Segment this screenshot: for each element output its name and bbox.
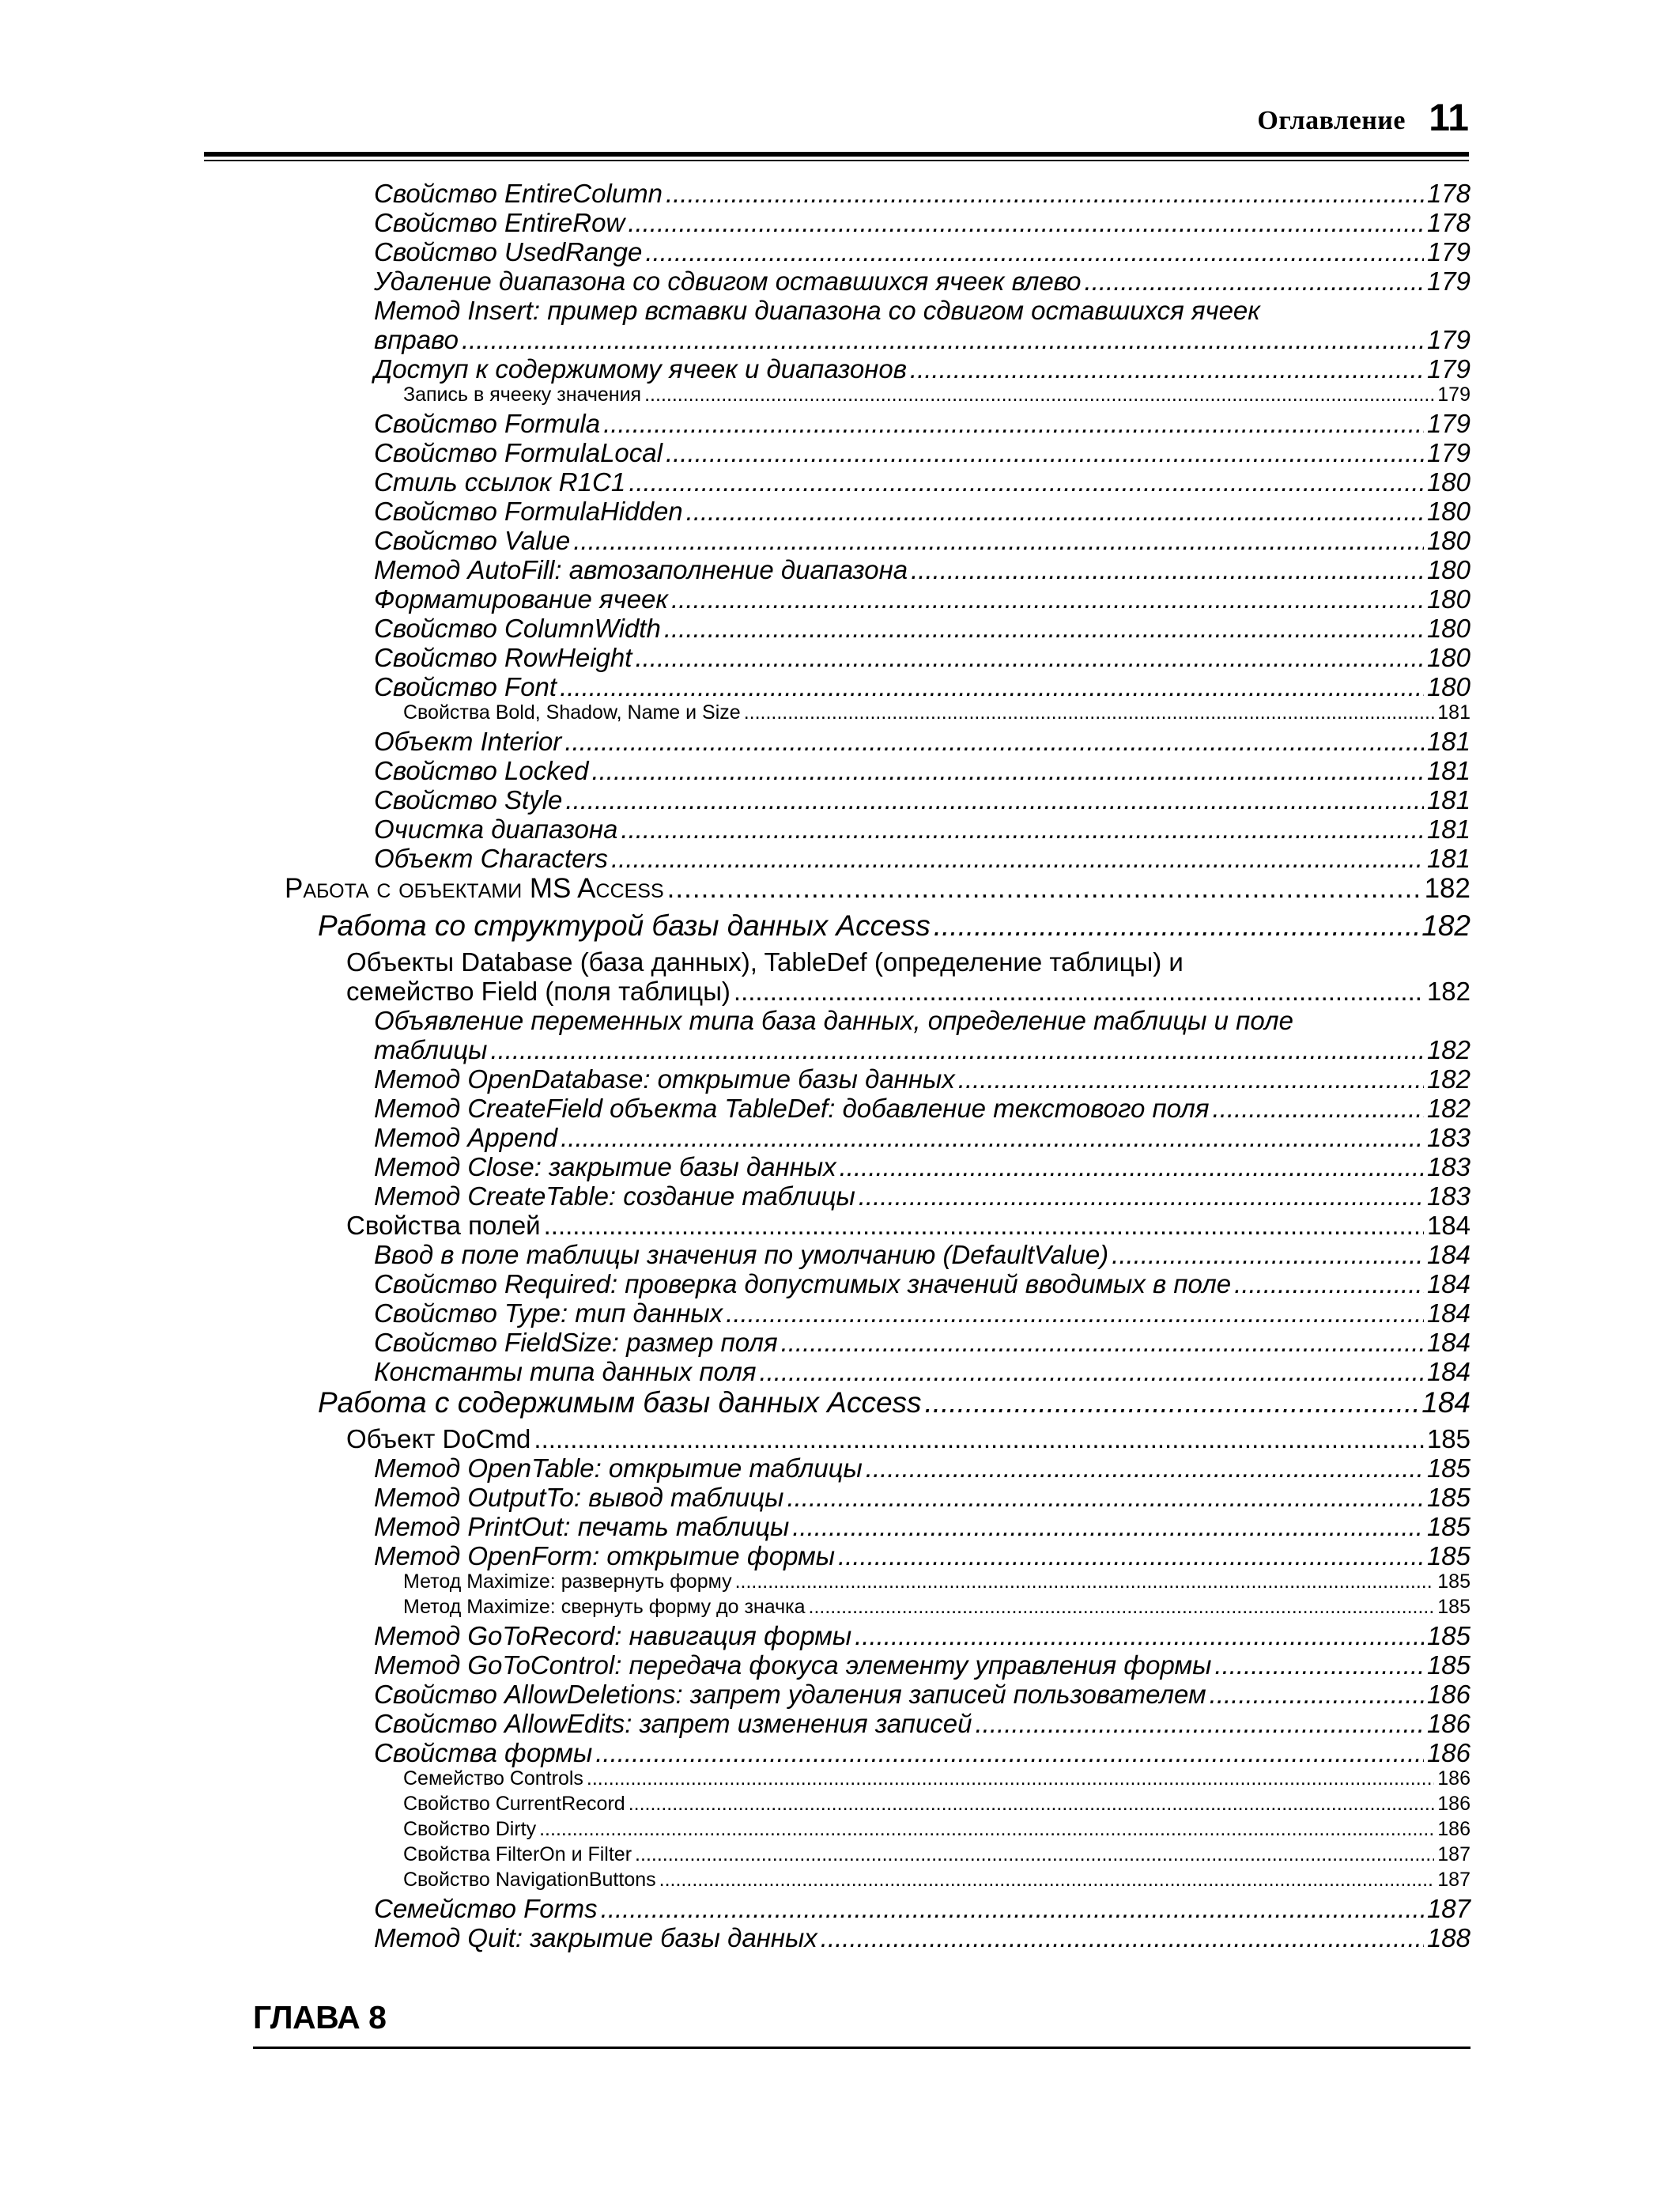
toc-entry-page: 185 <box>1426 1512 1470 1541</box>
dot-leader <box>1112 1242 1424 1268</box>
toc-entry-page: 179 <box>1426 354 1470 384</box>
toc-entry-page: 184 <box>1426 1298 1470 1328</box>
toc-entry-page: 185 <box>1437 1596 1470 1618</box>
toc-entry <box>374 816 1470 845</box>
dot-leader <box>838 1543 1424 1569</box>
dot-leader <box>595 1740 1424 1766</box>
toc-subsection-page: 184 <box>1421 1386 1470 1419</box>
toc-entry-title: Метод GoToControl: передача фокуса элементу управления формы <box>374 1650 1212 1680</box>
toc-entry-page: 185 <box>1426 1453 1470 1483</box>
toc-entry-page: 178 <box>1426 208 1470 237</box>
toc-section-page: 182 <box>1424 873 1470 904</box>
toc-entry-title: Свойство EntireColumn <box>374 179 663 208</box>
toc-entry-title: Объект Characters <box>374 844 608 873</box>
toc-entry-title: Свойство FormulaLocal <box>374 438 663 467</box>
toc-entry-title: Метод OutputTo: вывод таблицы <box>374 1483 784 1512</box>
toc-entry-title: Метод OpenDatabase: открытие базы данных <box>374 1064 955 1094</box>
toc-entry-page: 180 <box>1426 555 1470 584</box>
toc-entry-wrapped-line1: Метод Insert: пример вставки диапазона со сдвигом оставшихся ячеек <box>374 296 1260 325</box>
toc-entry <box>374 787 1470 816</box>
toc-entry-page: 186 <box>1426 1709 1470 1738</box>
toc-entry <box>374 239 1470 268</box>
dot-leader <box>866 1455 1424 1481</box>
toc-entry-page: 179 <box>1426 237 1470 266</box>
toc-entry <box>403 1794 1470 1820</box>
toc-entry-page: 186 <box>1437 1793 1470 1815</box>
dot-leader <box>840 1154 1424 1180</box>
toc-entry <box>374 180 1470 210</box>
toc-entry-page: 184 <box>1426 1240 1470 1269</box>
dot-leader <box>629 1794 1435 1814</box>
toc-section <box>285 875 1470 911</box>
toc-entry-page: 179 <box>1437 384 1470 406</box>
chapter-heading: ГЛАВА 8 <box>253 1999 387 2035</box>
toc-entry-title: Свойство Type: тип данных <box>374 1298 723 1328</box>
toc-entry-title: Метод GoToRecord: навигация формы <box>374 1621 852 1650</box>
toc-entry <box>374 1271 1470 1300</box>
toc-entry-title: Константы типа данных поля <box>374 1357 757 1386</box>
toc-entry <box>374 1183 1470 1212</box>
dot-leader <box>666 440 1424 466</box>
toc-entry-title: Свойство AllowEdits: запрет изменения записей <box>374 1709 972 1738</box>
toc-entry-page: 180 <box>1426 497 1470 526</box>
toc-entry-title: Ввод в поле таблицы значения по умолчанию (DefaultValue) <box>374 1240 1109 1269</box>
toc-entry-title: Метод PrintOut: печать таблицы <box>374 1512 790 1541</box>
toc-entry-page: 178 <box>1426 179 1470 208</box>
dot-leader <box>591 758 1423 784</box>
toc-entry-title: Свойство FieldSize: размер поля <box>374 1328 778 1357</box>
dot-leader <box>734 978 1424 1004</box>
dot-leader <box>1210 1681 1424 1707</box>
header-rule-thin <box>204 160 1469 161</box>
toc-entry <box>374 410 1470 440</box>
toc-entry-page: 183 <box>1426 1123 1470 1152</box>
toc-section-title: Работа с объектами MS Access <box>285 873 664 904</box>
dot-leader <box>587 1769 1434 1789</box>
dot-leader <box>644 385 1434 405</box>
toc-entry-page: 183 <box>1426 1181 1470 1211</box>
toc-entry-title: Метод CreateField объекта TableDef: добавление текстового поля <box>374 1094 1210 1123</box>
running-header <box>204 97 1469 158</box>
toc-entry <box>374 327 1470 356</box>
toc-entry-page: 185 <box>1426 1541 1470 1570</box>
toc-entry-title: Метод CreateTable: создание таблицы <box>374 1181 855 1211</box>
toc-entry-page: 183 <box>1426 1152 1470 1181</box>
dot-leader <box>671 586 1424 612</box>
toc-entry-page: 187 <box>1437 1869 1470 1891</box>
toc-entry <box>374 758 1470 787</box>
toc-entry-page: 181 <box>1426 844 1470 873</box>
toc-entry <box>374 1037 1470 1066</box>
toc-entry-title: Семейство Forms <box>374 1894 598 1923</box>
dot-leader <box>601 1895 1424 1922</box>
toc-entry-page: 180 <box>1426 526 1470 555</box>
dot-leader <box>859 1183 1424 1209</box>
toc-entry-page: 186 <box>1437 1818 1470 1840</box>
toc-entry-title: семейство Field (поля таблицы) <box>346 977 731 1006</box>
dot-leader <box>934 911 1419 940</box>
toc-entry <box>374 615 1470 644</box>
dot-leader <box>603 410 1424 437</box>
toc-entry <box>374 845 1470 875</box>
toc-entry-title: Свойство AllowDeletions: запрет удаления записей пользователем <box>374 1680 1206 1709</box>
dot-leader <box>628 210 1424 236</box>
toc-entry-title: таблицы <box>374 1035 488 1064</box>
toc-entry <box>374 728 1470 758</box>
dot-leader <box>925 1388 1419 1417</box>
toc-entry-title: Свойство ColumnWidth <box>374 614 661 643</box>
dot-leader <box>539 1820 1434 1839</box>
toc-entry <box>403 385 1470 410</box>
toc-entry <box>374 1095 1470 1124</box>
toc-entry <box>346 978 1470 1007</box>
toc-entry-title: Метод AutoFill: автозаполнение диапазона <box>374 555 908 584</box>
toc-entry-title: Свойство Dirty <box>403 1818 537 1840</box>
dot-leader <box>666 180 1424 206</box>
toc-entry <box>403 1845 1470 1870</box>
toc-entry-page: 188 <box>1426 1923 1470 1952</box>
dot-leader <box>490 1037 1424 1063</box>
toc-entry <box>374 1359 1470 1388</box>
toc-entry <box>374 644 1470 674</box>
toc-entry-title: Метод Maximize: свернуть форму до значка <box>403 1596 806 1618</box>
toc-entry <box>374 1484 1470 1514</box>
toc-entry <box>374 1543 1470 1572</box>
toc-entry-page: 182 <box>1426 1064 1470 1094</box>
toc-entry <box>374 1710 1470 1740</box>
toc-entry-page: 187 <box>1437 1843 1470 1865</box>
toc-entry-title: Свойства FilterOn и Filter <box>403 1843 632 1865</box>
toc-entry-title: Удаление диапазона со сдвигом оставшихся ячеек влево <box>374 266 1082 296</box>
dot-leader <box>544 1212 1424 1238</box>
header-page-number: 11 <box>1429 97 1469 139</box>
toc-entry-page: 179 <box>1426 325 1470 354</box>
toc-entry <box>374 1300 1470 1329</box>
toc-entry-title: Метод OpenTable: открытие таблицы <box>374 1453 863 1483</box>
dot-leader <box>787 1484 1424 1510</box>
toc-entry-page: 180 <box>1426 614 1470 643</box>
table-of-contents <box>285 180 1470 1954</box>
toc-entry-title: Метод Append <box>374 1123 558 1152</box>
toc-entry <box>374 268 1470 297</box>
toc-entry-title: Очистка диапазона <box>374 814 618 844</box>
toc-entry-page: 181 <box>1426 727 1470 756</box>
toc-entry <box>374 1514 1470 1543</box>
chapter-rule <box>253 2047 1470 2049</box>
dot-leader <box>781 1329 1424 1355</box>
dot-leader <box>686 498 1424 524</box>
toc-entry-page: 182 <box>1426 1035 1470 1064</box>
toc-entry-page: 186 <box>1437 1767 1470 1790</box>
toc-entry-title: Свойства полей <box>346 1211 541 1240</box>
toc-entry-page: 185 <box>1426 1650 1470 1680</box>
toc-entry <box>374 1154 1470 1183</box>
toc-entry-title: Запись в ячееку значения <box>403 384 642 406</box>
toc-entry-page: 186 <box>1426 1680 1470 1709</box>
dot-leader <box>958 1066 1424 1092</box>
toc-entry-page: 179 <box>1426 438 1470 467</box>
toc-entry-title: Свойство Required: проверка допустимых значений вводимых в поле <box>374 1269 1232 1298</box>
dot-leader <box>573 527 1424 554</box>
toc-entry-title: Метод Quit: закрытие базы данных <box>374 1923 817 1952</box>
dot-leader <box>976 1710 1424 1737</box>
toc-subsection <box>318 1388 1470 1426</box>
toc-entry <box>374 586 1470 615</box>
toc-entry <box>403 703 1470 728</box>
toc-entry-page: 185 <box>1426 1424 1470 1453</box>
toc-entry <box>374 1455 1470 1484</box>
dot-leader <box>667 875 1421 902</box>
toc-subsection-page: 182 <box>1421 909 1470 942</box>
header-title: Оглавление <box>1257 106 1406 135</box>
toc-entry <box>403 1597 1470 1623</box>
dot-leader <box>564 728 1424 754</box>
toc-entry-title: Метод Maximize: развернуть форму <box>403 1570 732 1593</box>
toc-entry-title: Свойство NavigationButtons <box>403 1869 656 1891</box>
dot-leader <box>735 1572 1435 1592</box>
toc-entry <box>374 1242 1470 1271</box>
toc-entry <box>374 498 1470 527</box>
toc-subsection-title: Работа с содержимым базы данных Access <box>318 1386 922 1419</box>
toc-entry-title: Свойства формы <box>374 1738 593 1767</box>
toc-entry-wrapped-line1: Объекты Database (база данных), TableDef (определение таблицы) и <box>346 947 1184 977</box>
dot-leader <box>855 1623 1424 1649</box>
toc-entry <box>374 1681 1470 1710</box>
dot-leader <box>910 356 1424 382</box>
toc-entry <box>346 1212 1470 1242</box>
dot-leader <box>561 1124 1424 1151</box>
dot-leader <box>1214 1652 1424 1678</box>
toc-entry-title: Свойство CurrentRecord <box>403 1793 625 1815</box>
dot-leader <box>629 469 1424 495</box>
dot-leader <box>635 1845 1434 1865</box>
toc-entry-title: Свойство Locked <box>374 756 589 785</box>
toc-entry-title: Свойства Bold, Shadow, Name и Size <box>403 701 741 724</box>
toc-subsection <box>318 911 1470 949</box>
toc-entry-page: 179 <box>1426 409 1470 438</box>
toc-entry <box>374 527 1470 557</box>
toc-entry-title: Свойство Value <box>374 526 571 555</box>
toc-entry <box>374 1652 1470 1681</box>
dot-leader <box>565 787 1424 813</box>
dot-leader <box>1085 268 1424 294</box>
toc-entry-page: 182 <box>1426 1094 1470 1123</box>
toc-entry-title: Свойство FormulaHidden <box>374 497 683 526</box>
toc-entry-title: Форматирование ячеек <box>374 584 668 614</box>
header-rule-thick <box>204 152 1469 157</box>
toc-entry <box>374 1066 1470 1095</box>
dot-leader <box>792 1514 1424 1540</box>
dot-leader <box>1234 1271 1424 1297</box>
toc-entry <box>374 1623 1470 1652</box>
dot-leader <box>911 557 1424 583</box>
toc-entry-title: Доступ к содержимому ячеек и диапазонов <box>374 354 907 384</box>
dot-leader <box>560 674 1424 700</box>
toc-entry-page: 181 <box>1426 785 1470 814</box>
toc-entry-page: 181 <box>1426 814 1470 844</box>
dot-leader <box>645 239 1424 265</box>
toc-entry <box>374 356 1470 385</box>
dot-leader <box>809 1597 1435 1617</box>
toc-entry <box>346 1426 1470 1455</box>
toc-entry-page: 185 <box>1437 1570 1470 1593</box>
toc-entry-page: 180 <box>1426 643 1470 672</box>
toc-entry-page: 180 <box>1426 467 1470 497</box>
toc-entry-page: 186 <box>1426 1738 1470 1767</box>
toc-entry-page: 179 <box>1426 266 1470 296</box>
toc-entry-title: Стиль ссылок R1C1 <box>374 467 626 497</box>
toc-entry <box>374 674 1470 703</box>
toc-entry-title: Свойство Font <box>374 672 557 701</box>
toc-entry-title: Метод OpenForm: открытие формы <box>374 1541 836 1570</box>
toc-entry <box>403 1572 1470 1597</box>
toc-entry-page: 180 <box>1426 672 1470 701</box>
dot-leader <box>659 1870 1435 1890</box>
toc-entry <box>403 1820 1470 1845</box>
toc-entry <box>374 1124 1470 1154</box>
toc-entry <box>374 210 1470 239</box>
dot-leader <box>726 1300 1424 1326</box>
toc-entry-page: 184 <box>1426 1328 1470 1357</box>
dot-leader <box>1213 1095 1424 1121</box>
toc-entry-page: 184 <box>1426 1211 1470 1240</box>
toc-entry-title: Свойство Style <box>374 785 563 814</box>
dot-leader <box>534 1426 1424 1452</box>
toc-entry-title: Свойство Formula <box>374 409 601 438</box>
toc-entry-page: 182 <box>1426 977 1470 1006</box>
toc-entry <box>374 1925 1470 1954</box>
dot-leader <box>759 1359 1423 1385</box>
dot-leader <box>611 845 1424 871</box>
toc-entry-page: 185 <box>1426 1621 1470 1650</box>
dot-leader <box>462 327 1424 353</box>
toc-entry-page: 180 <box>1426 584 1470 614</box>
toc-entry-page: 185 <box>1426 1483 1470 1512</box>
toc-subsection-title: Работа со структурой базы данных Access <box>318 909 931 942</box>
dot-leader <box>744 703 1435 723</box>
dot-leader <box>635 644 1423 671</box>
dot-leader <box>664 615 1424 641</box>
toc-entry <box>374 557 1470 586</box>
toc-entry-page: 184 <box>1426 1269 1470 1298</box>
toc-entry-wrapped-line1: Объявление переменных типа база данных, определение таблицы и поле <box>374 1006 1293 1035</box>
toc-entry-title: Метод Close: закрытие базы данных <box>374 1152 836 1181</box>
toc-entry <box>374 1329 1470 1359</box>
toc-entry-title: Семейство Controls <box>403 1767 583 1790</box>
toc-entry-page: 181 <box>1426 756 1470 785</box>
toc-entry <box>403 1769 1470 1794</box>
toc-entry <box>374 440 1470 469</box>
toc-entry-title: Свойство EntireRow <box>374 208 625 237</box>
toc-entry-title: вправо <box>374 325 459 354</box>
dot-leader <box>821 1925 1424 1951</box>
toc-entry <box>374 469 1470 498</box>
toc-entry <box>403 1870 1470 1895</box>
toc-entry-page: 187 <box>1426 1894 1470 1923</box>
toc-entry-title: Свойство RowHeight <box>374 643 632 672</box>
toc-entry <box>374 1740 1470 1769</box>
toc-entry <box>374 1895 1470 1925</box>
toc-entry-title: Объект DoCmd <box>346 1424 531 1453</box>
toc-entry-page: 184 <box>1426 1357 1470 1386</box>
toc-entry-page: 181 <box>1437 701 1470 724</box>
toc-entry-title: Свойство UsedRange <box>374 237 643 266</box>
dot-leader <box>621 816 1424 842</box>
toc-entry-title: Объект Interior <box>374 727 562 756</box>
